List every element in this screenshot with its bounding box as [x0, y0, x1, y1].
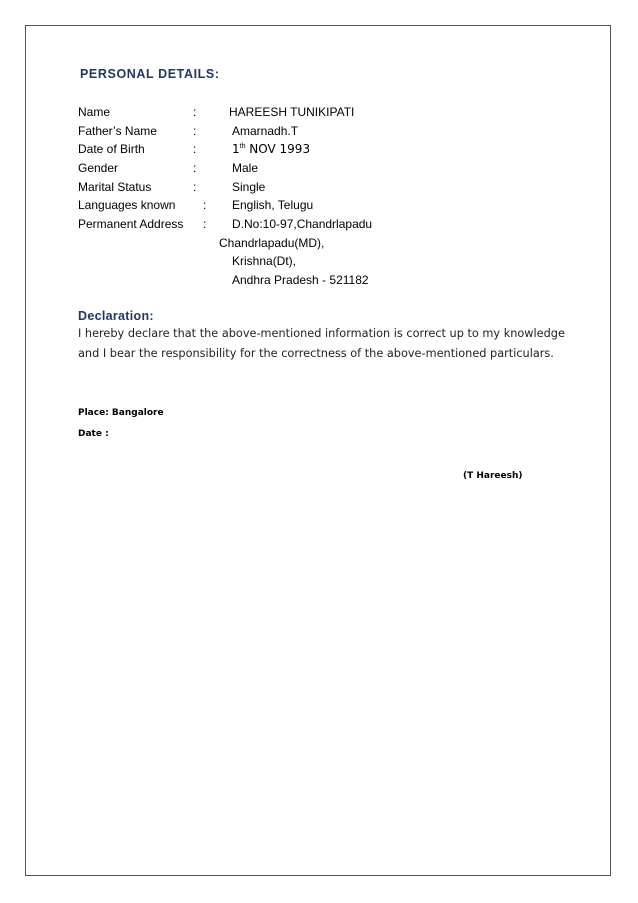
detail-label: Marital Status — [78, 180, 152, 194]
address-line-text: Chandrlapadu(MD), — [219, 236, 325, 250]
detail-value: HAREESH TUNIKIPATI — [229, 105, 355, 119]
detail-value: D.No:10-97,Chandrlapadu — [232, 217, 373, 231]
place-line: Place: Bangalore — [78, 408, 164, 418]
dob-day: 1 — [232, 142, 240, 156]
detail-colon: : — [193, 142, 197, 156]
declaration-title: Declaration: — [78, 309, 154, 323]
personal-details-title: PERSONAL DETAILS: — [80, 67, 220, 81]
detail-row-name — [0, 105, 638, 121]
detail-row-languages — [0, 198, 638, 214]
detail-colon: : — [193, 105, 197, 119]
detail-row-marital-status — [0, 180, 638, 196]
detail-colon: : — [203, 217, 207, 231]
detail-value: English, Telugu — [232, 198, 314, 212]
detail-value: Amarnadh.T — [232, 124, 299, 138]
detail-value: Male — [232, 161, 259, 175]
date-line: Date : — [78, 429, 109, 439]
address-line — [0, 273, 638, 289]
address-line-text: Krishna(Dt), — [232, 254, 297, 268]
declaration-line: I hereby declare that the above-mentioned information is correct up to my knowledge — [78, 327, 565, 340]
detail-label: Gender — [78, 161, 119, 175]
detail-value: Single — [232, 180, 266, 194]
detail-value — [232, 142, 310, 156]
detail-label: Date of Birth — [78, 142, 145, 156]
detail-label: Languages known — [78, 198, 176, 212]
detail-row-father-name — [0, 124, 638, 140]
detail-row-permanent-address — [0, 217, 638, 233]
signature-name: (T Hareesh) — [463, 471, 523, 481]
address-line — [0, 254, 638, 270]
dob-suffix: th — [239, 143, 246, 150]
address-line-text: Andhra Pradesh - 521182 — [232, 273, 369, 287]
address-line — [0, 236, 638, 252]
dob-month-year: NOV 1993 — [245, 142, 311, 156]
detail-row-date-of-birth — [0, 142, 638, 158]
detail-colon: : — [193, 124, 197, 138]
detail-label: Permanent Address — [78, 217, 184, 231]
detail-label: Father’s Name — [78, 124, 157, 138]
detail-colon: : — [193, 161, 197, 175]
detail-colon: : — [203, 198, 207, 212]
declaration-line: and I bear the responsibility for the correctness of the above-mentioned particulars. — [78, 347, 554, 360]
detail-label: Name — [78, 105, 111, 119]
detail-colon: : — [193, 180, 197, 194]
detail-row-gender — [0, 161, 638, 177]
